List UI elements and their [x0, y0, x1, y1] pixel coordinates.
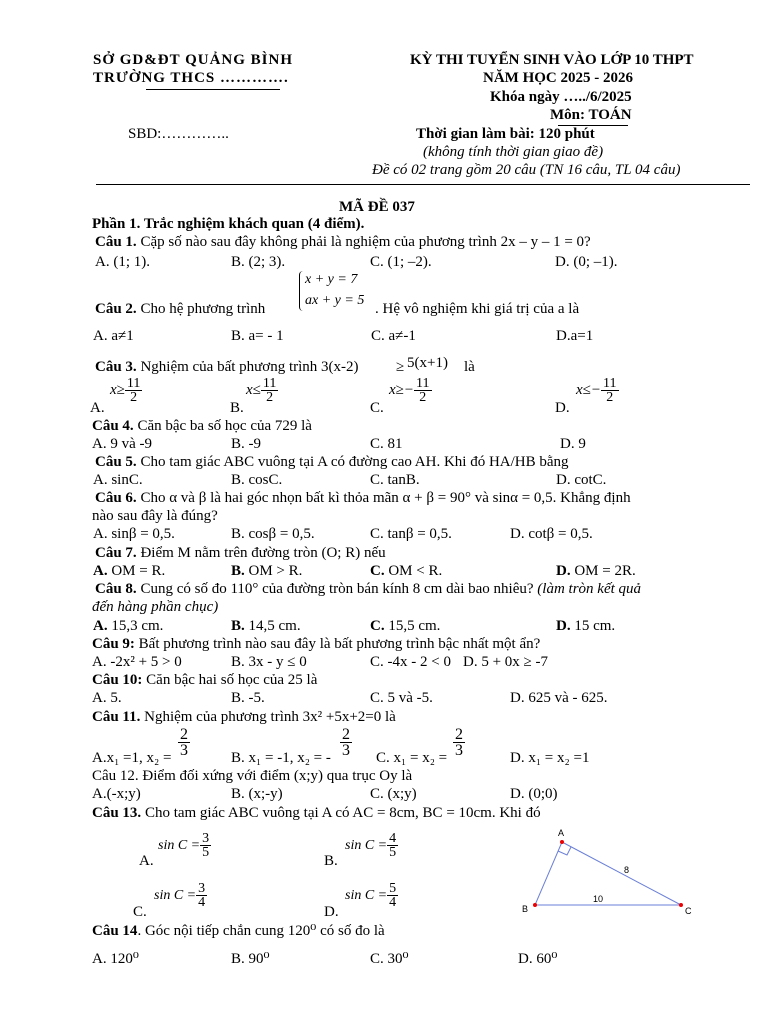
q6-text-cont: nào sau đây là đúng?: [92, 508, 218, 524]
sbd-field: SBD:…………..: [128, 126, 229, 142]
q12-option-c: C. (x;y): [370, 786, 417, 802]
question-9: Câu 9: Bất phương trình nào sau đây là bất phương trình bậc nhất một ẩn?: [92, 636, 541, 652]
question-3: Câu 3. Nghiệm của bất phương trình 3(x-2): [95, 359, 359, 375]
q1-option-b: B. (2; 3).: [231, 254, 286, 270]
system-eq-2: ax + y = 5: [305, 293, 365, 308]
q10-option-a: A. 5.: [92, 690, 122, 706]
exam-time: Thời gian làm bài: 120 phút: [416, 126, 595, 142]
q3-option-c-label: C.: [370, 400, 384, 416]
question-2: Câu 2. Cho hệ phương trình: [95, 301, 266, 317]
question-1: Câu 1. Cặp số nào sau đây không phải là nghiệm của phương trình 2x – y – 1 = 0?: [95, 234, 591, 250]
q8-option-a: A. 15,3 cm.: [93, 618, 164, 634]
q2-option-d: D.a=1: [556, 328, 594, 344]
q7-option-d: D. OM = 2R.: [556, 563, 636, 579]
question-5: Câu 5. Cho tam giác ABC vuông tại A có đường cao AH. Khi đó HA/HB bằng: [95, 454, 569, 470]
q10-option-d: D. 625 và - 625.: [510, 690, 608, 706]
school-name: TRƯỜNG THCS ………….: [93, 70, 289, 86]
q7-option-b: B. OM > R.: [231, 563, 303, 579]
q11-option-b: B. x₁ = -1, x₂ = -: [231, 750, 331, 766]
q13-option-d: sin C = $\frac{5}{4}$: [345, 881, 397, 910]
vertex-b-label: B: [522, 904, 529, 914]
vertex-a-dot: [560, 840, 564, 844]
q5-option-d: D. cotC.: [556, 472, 607, 488]
q6-option-c: C. tanβ = 0,5.: [370, 526, 452, 542]
question-10: Câu 10: Căn bậc hai số học của 25 là: [92, 672, 318, 688]
q11-frac-a: $\frac{2}{3}$: [180, 726, 188, 759]
side-ac: [562, 842, 681, 905]
vertex-c-label: C: [685, 906, 692, 916]
q11-frac-b: $\frac{2}{3}$: [342, 726, 350, 759]
q3-rhs: 5(x+1): [407, 355, 448, 371]
q2-text-end: . Hệ vô nghiệm khi giá trị của a là: [375, 301, 580, 317]
q6-option-b: B. cosβ = 0,5.: [231, 526, 315, 542]
school-year: NĂM HỌC 2025 - 2026: [483, 70, 633, 86]
q14-option-a: A. 120⁰: [92, 951, 139, 967]
pages-note: Đề có 02 trang gồm 20 câu (TN 16 câu, TL 04 câu): [372, 162, 681, 178]
q11-option-c: C. x₁ = x₂ =: [376, 750, 448, 766]
q13-option-b: sin C = $\frac{4}{5}$: [345, 831, 397, 860]
question-6: Câu 6. Cho α và β là hai góc nhọn bất kì thỏa mãn α + β = 90° và sinα = 0,5. Khẳng định: [95, 490, 631, 506]
question-14: Câu 14. Góc nội tiếp chắn cung 120⁰ có số đo là: [92, 923, 385, 939]
question-8: Câu 8. Cung có số đo 110° của đường tròn bán kính 8 cm dài bao nhiêu? (làm tròn kết quả: [95, 581, 642, 597]
q4-option-d: D. 9: [560, 436, 586, 452]
q13-option-d-label: D.: [324, 904, 339, 920]
q12-option-b: B. (x;-y): [231, 786, 283, 802]
q3-option-d: x≤− $\frac{11}{2}$: [576, 376, 617, 405]
system-eq-1: x + y = 7: [305, 272, 358, 287]
question-7: Câu 7. Điểm M nằm trên đường tròn (O; R) nếu: [95, 545, 386, 561]
q10-option-b: B. -5.: [231, 690, 265, 706]
q9-option-a: A. -2x² + 5 > 0: [92, 654, 182, 670]
school-underline: [146, 89, 280, 90]
part1-title: Phần 1. Trắc nghiệm khách quan (4 điểm).: [92, 216, 365, 232]
q9-option-c: C. -4x - 2 < 0: [370, 654, 451, 670]
question-4: Câu 4. Căn bậc ba số học của 729 là: [92, 418, 312, 434]
triangle-figure: [510, 822, 710, 922]
system-brace: [299, 271, 303, 311]
q3-text-end: là: [464, 359, 475, 375]
q12-option-a: A.(-x;y): [92, 786, 141, 802]
q5-option-b: B. cosC.: [231, 472, 283, 488]
q2-option-c: C. a≠-1: [371, 328, 416, 344]
q3-option-a-label: A.: [90, 400, 105, 416]
time-note: (không tính thời gian giao đề): [423, 144, 604, 160]
q13-option-b-label: B.: [324, 853, 338, 869]
q8-option-d: D. 15 cm.: [556, 618, 616, 634]
q1-option-c: C. (1; –2).: [370, 254, 432, 270]
q9-option-d: D. 5 + 0x ≥ -7: [463, 654, 549, 670]
side-ac-length: 8: [624, 865, 630, 875]
vertex-b-dot: [533, 903, 537, 907]
q7-option-a: A. OM = R.: [93, 563, 166, 579]
q14-option-b: B. 90⁰: [231, 951, 270, 967]
q1-option-d: D. (0; –1).: [555, 254, 618, 270]
q2-option-b: B. a= - 1: [231, 328, 284, 344]
vertex-c-dot: [679, 903, 683, 907]
q11-option-a: A.x₁ =1, x₂ =: [92, 750, 172, 766]
exam-title: KỲ THI TUYỂN SINH VÀO LỚP 10 THPT: [410, 52, 694, 68]
q14-option-d: D. 60⁰: [518, 951, 558, 967]
q1-option-a: A. (1; 1).: [95, 254, 150, 270]
q3-option-c: x≥− $\frac{11}{2}$: [389, 376, 430, 405]
department-name: SỞ GD&ĐT QUẢNG BÌNH: [93, 52, 293, 68]
q4-option-c: C. 81: [370, 436, 403, 452]
q3-option-d-label: D.: [555, 400, 570, 416]
q13-option-a: sin C = $\frac{3}{5}$: [158, 831, 210, 860]
exam-date: Khóa ngày …../6/2025: [490, 89, 632, 105]
q8-option-c: C. 15,5 cm.: [370, 618, 441, 634]
q10-option-c: C. 5 và -5.: [370, 690, 433, 706]
q6-option-d: D. cotβ = 0,5.: [510, 526, 593, 542]
q8-note-cont: đến hàng phần chục): [92, 599, 219, 615]
q6-option-a: A. sinβ = 0,5.: [93, 526, 175, 542]
q4-option-a: A. 9 và -9: [92, 436, 152, 452]
right-angle-mark: [558, 847, 571, 855]
q11-frac-c: $\frac{2}{3}$: [455, 726, 463, 759]
q2-option-a: A. a≠1: [93, 328, 134, 344]
q3-option-b: x≤ $\frac{11}{2}$: [246, 376, 277, 405]
q5-option-c: C. tanB.: [370, 472, 420, 488]
header-divider: [96, 184, 750, 185]
q11-option-d: D. x₁ = x₂ =1: [510, 750, 590, 766]
q7-option-c: C. OM < R.: [370, 563, 443, 579]
exam-code: MÃ ĐỀ 037: [339, 199, 415, 215]
q3-inequality-sign: ≥: [396, 359, 405, 375]
q5-option-a: A. sinC.: [93, 472, 143, 488]
vertex-a-label: A: [558, 828, 565, 838]
q12-option-d: D. (0;0): [510, 786, 558, 802]
q13-option-c: sin C = $\frac{3}{4}$: [154, 881, 206, 910]
q8-option-b: B. 14,5 cm.: [231, 618, 301, 634]
question-13: Câu 13. Cho tam giác ABC vuông tại A có AC = 8cm, BC = 10cm. Khi đó: [92, 805, 541, 821]
subject: Môn: TOÁN: [550, 107, 632, 123]
question-11: Câu 11. Nghiệm của phương trình 3x² +5x+2=0 là: [92, 709, 396, 725]
q3-option-a: x≥ $\frac{11}{2}$: [110, 376, 141, 405]
q13-option-a-label: A.: [139, 853, 154, 869]
q14-option-c: C. 30⁰: [370, 951, 409, 967]
q3-option-b-label: B.: [230, 400, 244, 416]
question-12: Câu 12. Điểm đối xứng với điểm (x;y) qua trục Oy là: [92, 768, 413, 784]
q4-option-b: B. -9: [231, 436, 261, 452]
q13-option-c-label: C.: [133, 904, 147, 920]
q9-option-b: B. 3x - y ≤ 0: [231, 654, 307, 670]
side-bc-length: 10: [593, 894, 604, 904]
